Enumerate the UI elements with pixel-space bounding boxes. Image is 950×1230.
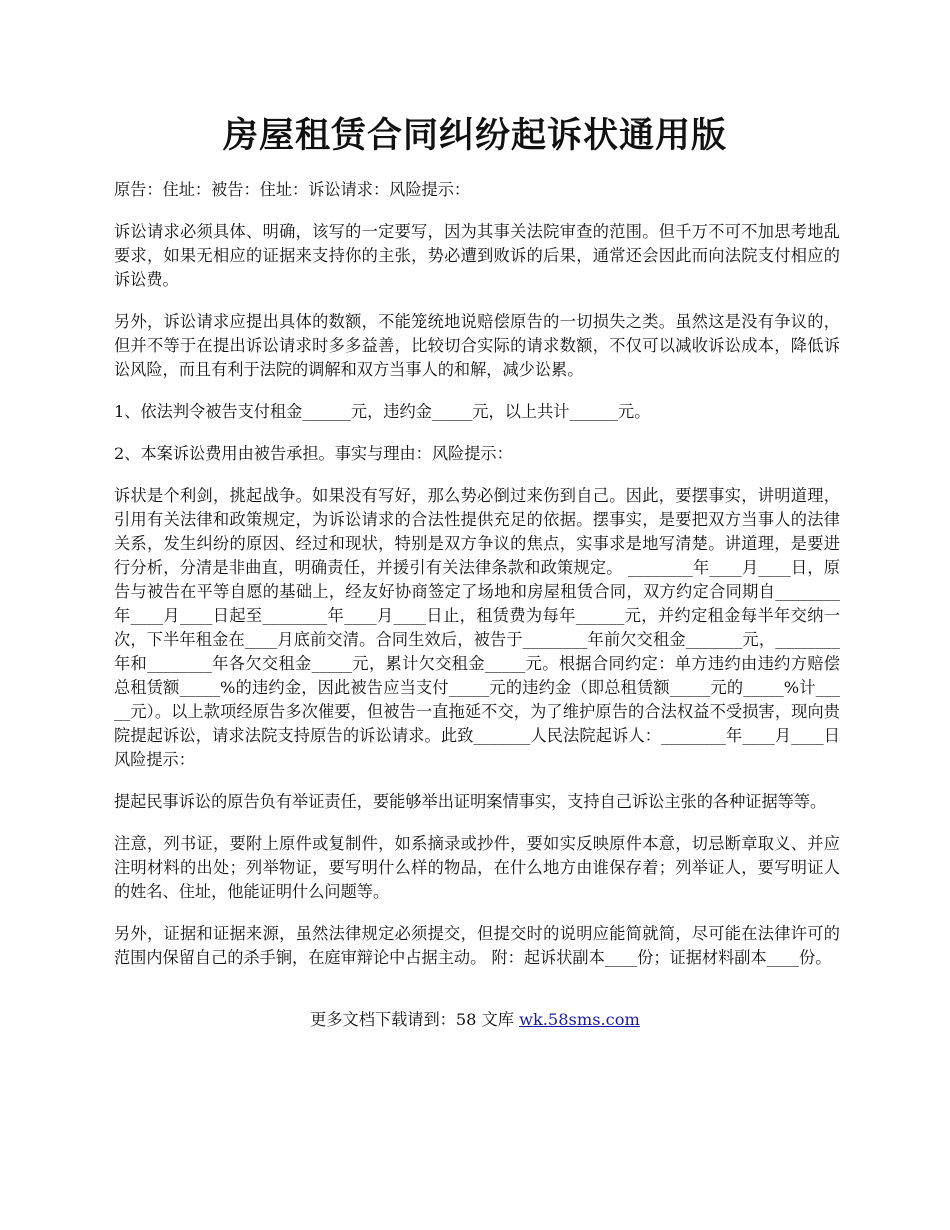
paragraph-evidence-source: 另外，证据和证据来源，虽然法律规定必须提交，但提交时的说明应能简就简，尽可能在法律许可的范围内保留自己的杀手锏，在庭审辩论中占据主动。 附：起诉状副本____份；证据材料副本____份。 xyxy=(114,924,840,967)
footer-text: 更多文档下载请到：58 文库 xyxy=(310,1010,520,1029)
document-title: 房屋租赁合同纠纷起诉状通用版 xyxy=(222,115,727,156)
footer-link[interactable]: wk.58sms.com xyxy=(519,1010,640,1029)
paragraph-evidence-burden: 提起民事诉讼的原告负有举证责任，要能够举出证明案情事实，支持自己诉讼主张的各种证据等等。 xyxy=(114,792,827,811)
paragraph-claims-risk-2: 另外，诉讼请求应提出具体的数额，不能笼统地说赔偿原告的一切损失之类。虽然这是没有争议的，但并不等于在提出诉讼请求时多多益善，比较切合实际的请求数额，不仅可以减收诉讼成本，降低诉讼风险，而且有利于法院的调解和双方当事人的和解，减少讼累。 xyxy=(114,312,840,379)
paragraph-claims-risk-1: 诉讼请求必须具体、明确，该写的一定要写，因为其事关法院审查的范围。但千万不可不加思考地乱要求，如果无相应的证据来支持你的主张，势必遭到败诉的后果，通常还会因此而向法院支付相应的诉讼费。 xyxy=(114,222,840,289)
paragraph-parties: 原告：住址：被告：住址：诉讼请求：风险提示： xyxy=(114,180,471,199)
paragraph-evidence-notes: 注意，列书证，要附上原件或复制件，如系摘录或抄件，要如实反映原件本意，切忌断章取义、并应注明材料的出处；列举物证，要写明什么样的物品，在什么地方由谁保存着；列举证人，要写明证人的姓名、住址，他能证明什么问题等。 xyxy=(114,834,840,901)
paragraph-claim-1: 1、依法判令被告支付租金______元，违约金_____元，以上共计______元。 xyxy=(114,402,651,421)
footer xyxy=(0,1008,950,1032)
paragraph-claim-2: 2、本案诉讼费用由被告承担。事实与理由：风险提示： xyxy=(114,444,513,463)
document-body xyxy=(114,178,840,988)
paragraph-facts-reasons: 诉状是个利剑，挑起战争。如果没有写好，那么势必倒过来伤到自己。因此，要摆事实，讲明道理，引用有关法律和政策规定，为诉讼请求的合法性提供充足的依据。摆事实，是要把双方当事人的法律关系，发生纠纷的原因、经过和现状，特别是双方争议的焦点，实事求是地写清楚。讲道理，是要进行分析，分清是非曲直，明确责任，并援引有关法律条款和政策规定。 ________年____月____日，原告与被告在平等自愿的基础上，经友好协商签定了场地和房屋租赁合同，双方约定合同期自________年____月____日起至________年____月____日止，租赁费为每年______元，并约定租金每半年交纳一次，下半年租金在____月底前交清。合同生效后，被告于________年前欠交租金_______元，________年和________年各欠交租金_____元，累计欠交租金_____元。根据合同约定：单方违约由违约方赔偿总租赁额_____%的违约金，因此被告应当支付_____元的违约金（即总租赁额_____元的_____%计_____元）。以上款项经原告多次催要，但被告一直拖延不交，为了维护原告的合法权益不受损害，现向贵院提起诉讼，请求法院支持原告的诉讼请求。此致_______人民法院起诉人：________年____月____日风险提示： xyxy=(114,486,840,769)
